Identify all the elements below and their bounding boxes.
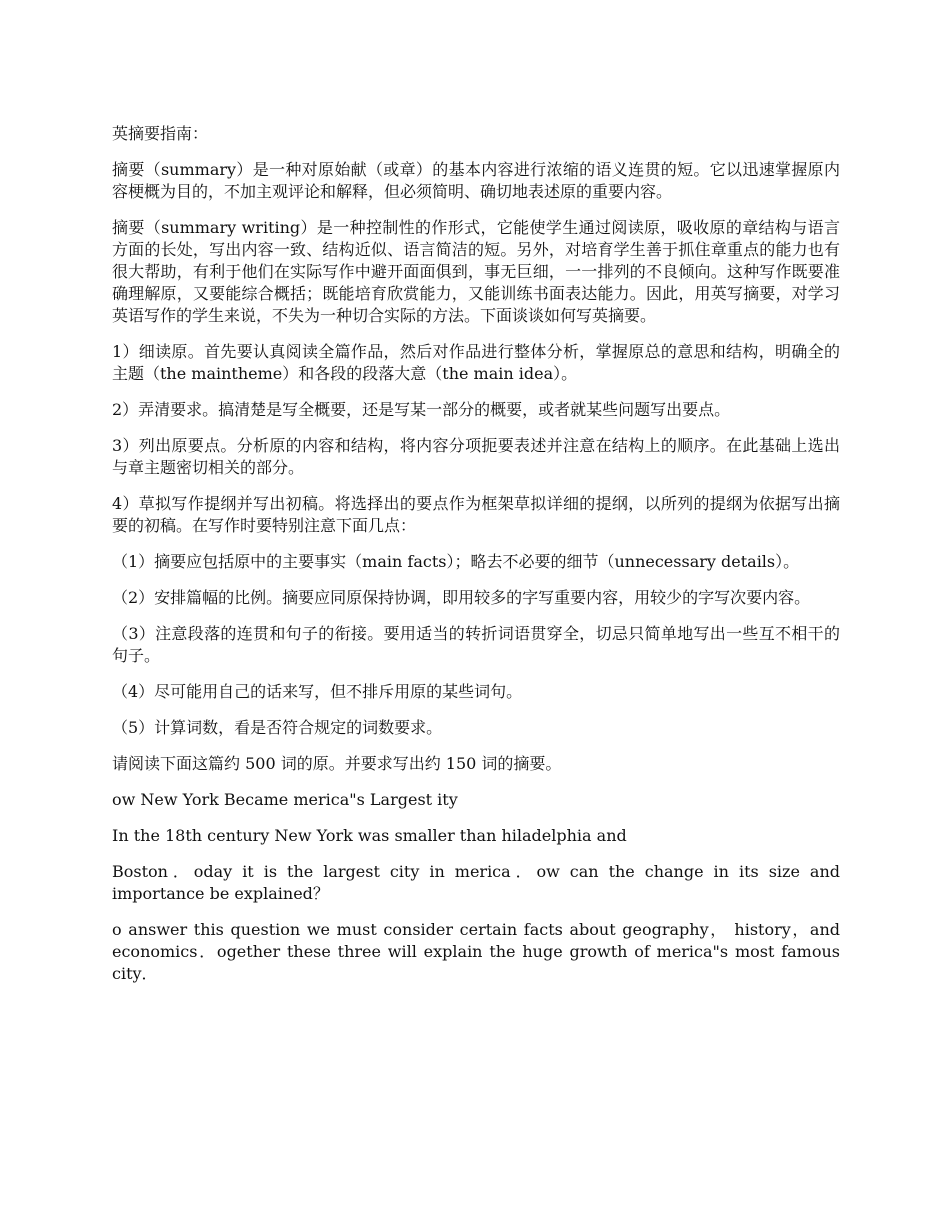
paragraph-step-2: 2）弄清要求。搞清楚是写全概要，还是写某一部分的概要，或者就某些问题写出要点。 bbox=[112, 400, 731, 419]
article-paragraph-3: o answer this question we must consider certain facts about geography， history，and economics．ogether these three will explain the huge growth of merica"s most famous city． bbox=[112, 920, 841, 983]
article-paragraph-1: In the 18th century New York was smaller than hiladelphia and bbox=[112, 826, 627, 845]
paragraph-summary-writing: 摘要（summary writing）是一种控制性的作形式，它能使学生通过阅读原，吸收原的章结构与语言方面的长处，写出内容一致、结构近似、语言简洁的短。另外，对培育学生善于抓住章重点的能力也有很大帮助，有利于他们在实际写作中避开面面俱到，事无巨细，一一排列的不良倾向。这种写作既要准确理解原，又要能综合概括；既能培育欣赏能力，又能训练书面表达能力。因此，用英写摘要，对学习英语写作的学生来说，不失为一种切合实际的方法。下面谈谈如何写英摘要。 bbox=[112, 218, 840, 325]
paragraph-step-3: 3）列出原要点。分析原的内容和结构，将内容分项扼要表述并注意在结构上的顺序。在此基础上选出与章主题密切相关的部分。 bbox=[112, 436, 840, 477]
paragraph-point-4: （4）尽可能用自己的话来写，但不排斥用原的某些词句。 bbox=[112, 682, 523, 701]
paragraph-point-2: （2）安排篇幅的比例。摘要应同原保持协调，即用较多的字写重要内容，用较少的字写次要内容。 bbox=[112, 588, 811, 607]
paragraph-point-3: （3）注意段落的连贯和句子的衔接。要用适当的转折词语贯穿全，切忌只简单地写出一些互不相干的句子。 bbox=[112, 624, 840, 665]
document-heading: 英摘要指南： bbox=[112, 124, 209, 143]
article-paragraph-2: Boston．oday it is the largest city in merica．ow can the change in its size and importance be explained？ bbox=[112, 862, 840, 903]
paragraph-point-1: （1）摘要应包括原中的主要事实（main facts）；略去不必要的细节（unnecessary details）。 bbox=[112, 552, 800, 571]
paragraph-step-4: 4）草拟写作提纲并写出初稿。将选择出的要点作为框架草拟详细的提纲，以所列的提纲为依据写出摘要的初稿。在写作时要特别注意下面几点： bbox=[112, 494, 840, 535]
article-title: ow New York Became merica"s Largest ity bbox=[112, 790, 458, 809]
paragraph-task-instruction: 请阅读下面这篇约 500 词的原。并要求写出约 150 词的摘要。 bbox=[112, 754, 562, 773]
paragraph-definition: 摘要（summary）是一种对原始献（或章）的基本内容进行浓缩的语义连贯的短。它以迅速掌握原内容梗概为目的，不加主观评论和解释，但必须简明、确切地表述原的重要内容。 bbox=[112, 160, 840, 201]
paragraph-step-1: 1）细读原。首先要认真阅读全篇作品，然后对作品进行整体分析，掌握原总的意思和结构，明确全的主题（the maintheme）和各段的段落大意（the main idea）。 bbox=[112, 342, 840, 383]
document-page bbox=[112, 123, 840, 999]
paragraph-point-5: （5）计算词数，看是否符合规定的词数要求。 bbox=[112, 718, 443, 737]
